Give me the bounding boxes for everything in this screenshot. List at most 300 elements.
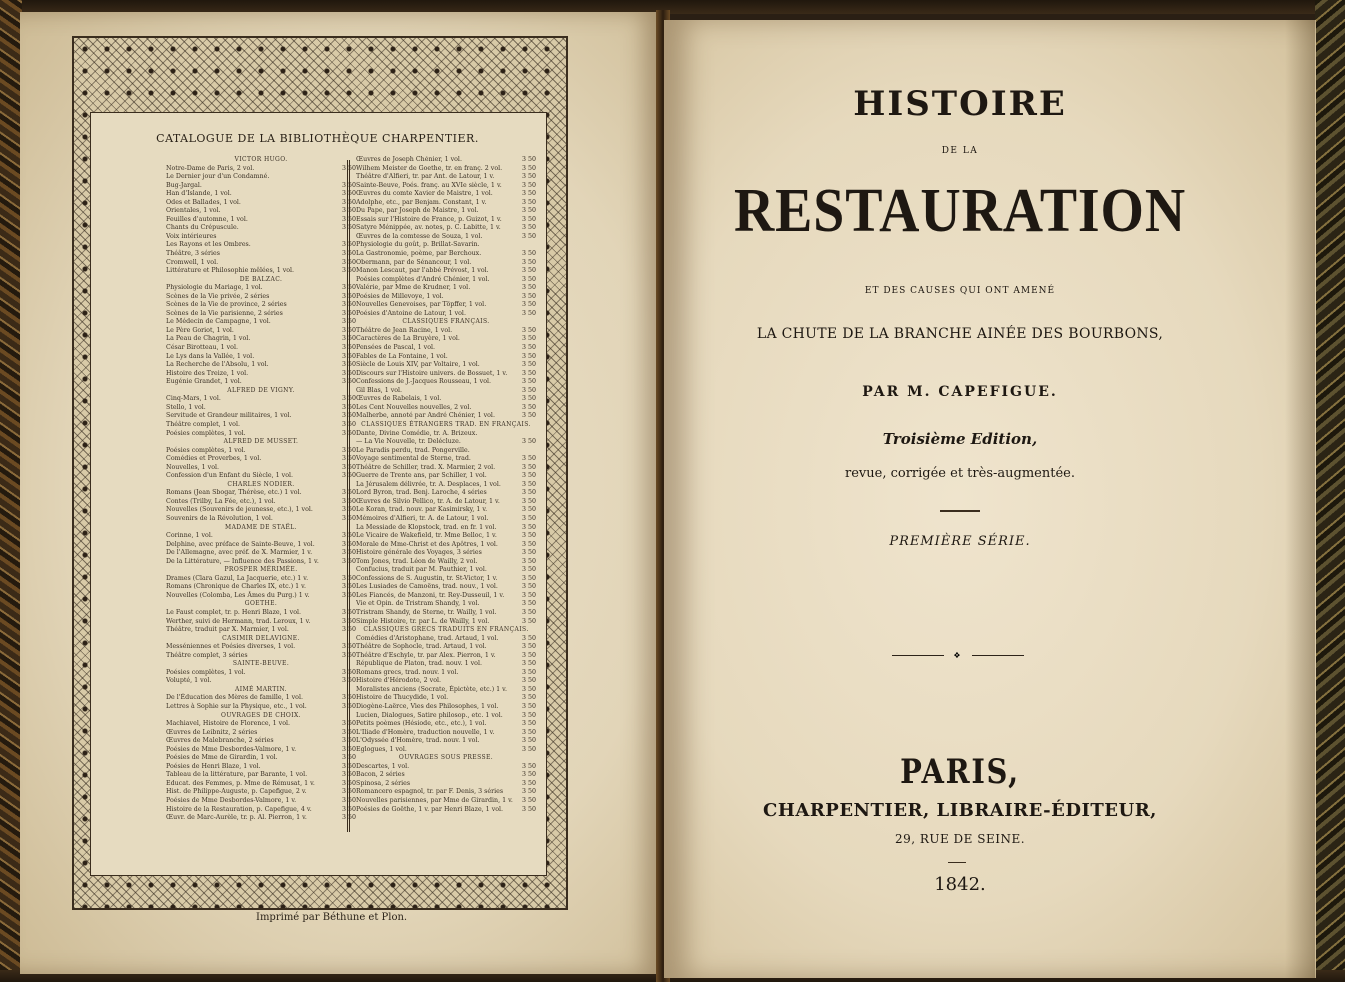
catalogue-entry <box>166 447 356 456</box>
entry-title: Le Lys dans la Vallée, 1 vol. <box>166 352 255 360</box>
catalogue-entry <box>356 165 536 174</box>
catalogue-entry <box>166 506 356 515</box>
catalogue-entry <box>356 489 536 498</box>
entry-price: 3 50 <box>341 378 356 386</box>
catalogue-section-heading: OUVRAGES SOUS PRESSE. <box>398 754 494 762</box>
catalogue-entry <box>356 156 536 165</box>
entry-title: Drames (Clara Gazul, La Jacquerie, etc.) 1 v. <box>166 574 309 582</box>
catalogue-entry <box>166 344 356 353</box>
entry-price: 3 50 <box>521 566 536 574</box>
entry-title: Poésies de Mme Desbordes-Valmore, 1 v. <box>166 797 297 805</box>
entry-title: L'Odyssée d'Homère, trad. nouv. 1 vol. <box>356 737 480 745</box>
entry-price: 3 50 <box>521 600 536 608</box>
catalogue-entry <box>166 771 356 780</box>
entry-price: 3 50 <box>521 386 536 394</box>
entry-title: Eglogues, 1 vol. <box>356 745 407 753</box>
entry-price: 3 50 <box>341 429 356 437</box>
entry-title: Mémoires d'Alfieri, tr. A. de Latour, 1 vol. <box>356 514 489 522</box>
catalogue-entry <box>356 353 536 362</box>
entry-title: Confessions de J.-Jacques Rousseau, 1 vol. <box>356 378 492 386</box>
catalogue-entry <box>166 737 356 746</box>
catalogue-entry <box>166 259 356 268</box>
entry-price: 3 50 <box>341 472 356 480</box>
entry-title: Gil Blas, 1 vol. <box>356 386 403 394</box>
entry-title: Poésies de Mme de Girardin, 1 vol. <box>166 754 278 762</box>
entry-title: Romans grecs, trad. nouv. 1 vol. <box>356 668 459 676</box>
catalogue-entry <box>356 498 536 507</box>
catalogue-entry <box>356 712 536 721</box>
entry-title: Poésies d'Antoine de Latour, 1 vol. <box>356 309 466 317</box>
entry-title: Théâtre, traduit par X. Marmier, 1 vol. <box>166 626 289 634</box>
entry-price: 3 50 <box>341 207 356 215</box>
entry-price: 3 50 <box>521 506 536 514</box>
entry-title: Volupté, 1 vol. <box>166 677 212 685</box>
entry-price: 3 50 <box>341 694 356 702</box>
entry-price: 3 50 <box>521 668 536 676</box>
catalogue-entry <box>356 618 536 627</box>
catalogue-entry <box>356 541 536 550</box>
entry-title: Théâtre complet, 3 séries <box>166 651 248 659</box>
catalogue-entry <box>166 216 356 225</box>
catalogue-entry <box>356 737 536 746</box>
catalogue-entry <box>356 378 536 387</box>
entry-title: Malherbe, annoté par André Chénier, 1 vol. <box>356 412 495 420</box>
catalogue-section-heading: VICTOR HUGO. <box>234 156 288 163</box>
entry-title: Du Pape, par Joseph de Maistre, 1 vol. <box>356 207 479 215</box>
entry-title: Œuvres de la comtesse de Souza, 1 vol. <box>356 232 483 240</box>
entry-price <box>532 447 536 456</box>
author-line: PAR M. CAPEFIGUE. <box>862 384 1058 400</box>
entry-price: 3 50 <box>341 762 356 770</box>
entry-price: 3 50 <box>341 668 356 676</box>
entry-price: 3 50 <box>521 617 536 625</box>
entry-price: 3 50 <box>341 532 356 540</box>
entry-price: 3 50 <box>341 190 356 198</box>
catalogue-section-heading: ALFRED DE MUSSET. <box>223 438 299 446</box>
catalogue-entry <box>356 284 536 293</box>
entry-price: 3 50 <box>521 369 536 377</box>
catalogue-entry <box>166 618 356 627</box>
entry-title: Valérie, par Mme de Krudner, 1 vol. <box>356 284 471 292</box>
ornament-line-right <box>972 655 1024 656</box>
catalogue-entry <box>166 327 356 336</box>
entry-price: 3 50 <box>521 779 536 787</box>
entry-title: Souvenirs de la Révolution, 1 vol. <box>166 514 273 522</box>
entry-title: Œuvres de Rabelais, 1 vol. <box>356 395 442 403</box>
entry-price: 3 50 <box>341 805 356 813</box>
entry-title: Physiologie du goût, p. Brillat-Savarin. <box>356 241 480 249</box>
entry-title: Les Cent Nouvelles nouvelles, 2 vol. <box>356 403 472 411</box>
entry-price: 3 50 <box>341 720 356 728</box>
entry-price: 3 50 <box>521 207 536 215</box>
entry-price: 3 50 <box>521 438 536 446</box>
catalogue-section-heading: CLASSIQUES GRECS TRADUITS EN FRANÇAIS. <box>363 626 529 634</box>
entry-price: 3 50 <box>521 651 536 659</box>
entry-price: 3 50 <box>521 591 536 599</box>
subtitle-causes: ET DES CAUSES QUI ONT AMENÉ <box>864 286 1056 296</box>
entry-price: 3 50 <box>521 361 536 369</box>
catalogue-section-heading: CLASSIQUES ÉTRANGERS TRAD. EN FRANÇAIS. <box>361 420 531 428</box>
entry-price: 3 50 <box>341 344 356 352</box>
catalogue-entry <box>166 301 356 310</box>
catalogue-entry <box>356 669 536 678</box>
ornament-divider <box>892 652 1024 660</box>
entry-title: Le Paradis perdu, trad. Pongerville. <box>356 446 470 454</box>
entry-price: 3 50 <box>341 335 356 343</box>
catalogue-section-heading: PROSPER MÉRIMÉE. <box>224 566 298 574</box>
entry-price: 3 50 <box>341 583 356 591</box>
entry-title: Descartes, 1 vol. <box>356 762 410 770</box>
catalogue-entry <box>166 404 356 413</box>
entry-title: Moralistes anciens (Socrate, Épictète, etc.) 1 v. <box>356 685 507 693</box>
entry-title: Romancero espagnol, tr. par F. Denis, 3 séries <box>356 788 504 796</box>
catalogue-entry <box>166 720 356 729</box>
entry-title: Histoire de Thucydide, 1 vol. <box>356 694 449 702</box>
title-restauration: RESTAURATION <box>733 177 1187 245</box>
catalogue-entry <box>356 694 536 703</box>
printer-imprint: Imprimé par Béthune et Plon. <box>256 912 408 923</box>
catalogue-title: CATALOGUE DE LA BIBLIOTHÈQUE CHARPENTIER. <box>156 132 479 145</box>
catalogue-entry <box>356 199 536 208</box>
entry-price: 3 50 <box>521 156 536 163</box>
catalogue-entry <box>356 233 536 242</box>
entry-price: 3 50 <box>341 241 356 249</box>
entry-title: Confession d'un Enfant du Siècle, 1 vol. <box>166 472 294 480</box>
entry-price: 3 50 <box>341 514 356 522</box>
entry-title: Feuilles d'automne, 1 vol. <box>166 215 248 223</box>
entry-price: 3 50 <box>341 549 356 557</box>
entry-price: 3 50 <box>341 446 356 454</box>
entry-price: 3 50 <box>341 301 356 309</box>
entry-price: 3 50 <box>341 361 356 369</box>
entry-title: Littérature et Philosophie mêlées, 1 vol. <box>166 267 295 275</box>
entry-price: 3 50 <box>521 232 536 240</box>
entry-price: 3 50 <box>521 412 536 420</box>
entry-price: 3 50 <box>521 771 536 779</box>
catalogue-entry <box>166 677 356 686</box>
catalogue-entry <box>356 276 536 285</box>
catalogue-entry <box>166 430 356 439</box>
entry-title: Romans (Chronique de Charles IX, etc.) 1 v. <box>166 583 306 591</box>
entry-price: 3 50 <box>521 677 536 685</box>
entry-price: 3 50 <box>521 224 536 232</box>
entry-price: 3 50 <box>521 344 536 352</box>
catalogue-entry <box>166 412 356 421</box>
entry-price: 3 50 <box>521 173 536 181</box>
catalogue-section-heading: CLASSIQUES FRANÇAIS. <box>402 318 490 326</box>
entry-title: Théâtre complet, 1 vol. <box>166 420 240 428</box>
entry-title: Histoire générale des Voyages, 3 séries <box>356 549 482 557</box>
catalogue-entry <box>356 746 536 755</box>
title-histoire: HISTOIRE <box>853 84 1067 124</box>
entry-title: Scènes de la Vie de province, 2 séries <box>166 301 287 309</box>
entry-title: Poésies de Mme Desbordes-Valmore, 1 v. <box>166 745 297 753</box>
entry-price: 3 50 <box>341 617 356 625</box>
entry-price: 3 50 <box>521 301 536 309</box>
entry-title: Poésies de Millevoye, 1 vol. <box>356 292 444 300</box>
entry-title: Comédies et Proverbes, 1 vol. <box>166 455 262 463</box>
catalogue-entry <box>166 746 356 755</box>
catalogue-entry <box>356 515 536 524</box>
entry-price: 3 50 <box>341 463 356 471</box>
series-line: PREMIÈRE SÉRIE. <box>889 534 1031 549</box>
entry-price: 3 50 <box>341 455 356 463</box>
catalogue-entry <box>166 293 356 302</box>
catalogue-entry <box>166 652 356 661</box>
entry-title: Bacon, 2 séries <box>356 771 405 779</box>
entry-price: 3 50 <box>341 574 356 582</box>
year-rule <box>948 862 966 863</box>
catalogue-entry <box>356 241 536 250</box>
catalogue-entry <box>166 694 356 703</box>
column-divider <box>347 160 350 832</box>
entry-price: 3 50 <box>341 771 356 779</box>
entry-title: Dante, Divine Comédie, tr. A. Brizeux. <box>356 429 478 437</box>
catalogue-entry <box>356 763 536 772</box>
subtitle-chute: LA CHUTE DE LA BRANCHE AINÉE DES BOURBONS, <box>756 326 1164 342</box>
entry-title: Servitude et Grandeur militaires, 1 vol. <box>166 412 292 420</box>
entry-price: 3 50 <box>341 728 356 736</box>
entry-title: Œuvr. de Marc-Aurèle, tr. p. Al. Pierron, 1 v. <box>166 814 307 822</box>
catalogue-entry <box>166 464 356 473</box>
catalogue-entry <box>356 660 536 669</box>
entry-price: 3 50 <box>521 608 536 616</box>
catalogue-entry <box>356 609 536 618</box>
entry-title: Nouvelles parisiennes, par Mme de Girardin, 1 v. <box>356 797 513 805</box>
entry-price: 3 50 <box>341 420 356 428</box>
entry-title: Hist. de Philippe-Auguste, p. Capefigue, 2 v. <box>166 788 307 796</box>
entry-price: 3 50 <box>521 472 536 480</box>
entry-price <box>532 241 536 250</box>
catalogue-entry <box>356 780 536 789</box>
entry-title: Lettres à Sophie sur la Physique, etc., 1 vol. <box>166 703 307 710</box>
entry-price: 3 50 <box>521 395 536 403</box>
entry-title: Théâtre, 3 séries <box>166 250 220 258</box>
catalogue-section-heading: AIMÉ MARTIN. <box>235 685 287 693</box>
entry-price: 3 50 <box>341 779 356 787</box>
catalogue-section-heading: SAINTE-BEUVE. <box>232 660 290 668</box>
catalogue-entry <box>356 677 536 686</box>
catalogue-entry <box>166 797 356 806</box>
ornament-line-left <box>892 655 944 656</box>
entry-title: Le Médecin de Campagne, 1 vol. <box>166 318 271 326</box>
entry-title: Essais sur l'Histoire de France, p. Guizot, 1 v. <box>356 215 502 223</box>
entry-title: Poésies complètes d'André Chénier, 1 vol. <box>356 275 490 283</box>
entry-title: Œuvres de Leibnitz, 2 séries <box>166 728 258 736</box>
entry-title: Confessions de S. Augustin, tr. St-Victor, 1 v. <box>356 574 498 582</box>
entry-title: Messéniennes et Poésies diverses, 1 vol. <box>166 643 296 651</box>
entry-price: 3 50 <box>521 378 536 386</box>
entry-price: 3 50 <box>341 540 356 548</box>
catalogue-entry <box>356 182 536 191</box>
entry-title: Diogène-Laërce, Vies des Philosophes, 1 vol. <box>356 703 499 710</box>
entry-title: Nouvelles (Souvenirs de jeunesse, etc.), 1 vol. <box>166 506 313 514</box>
entry-title: Théâtre d'Eschyle, tr. par Alex. Pierron, 1 v. <box>356 651 496 659</box>
entry-title: Siècle de Louis XIV, par Voltaire, 1 vol. <box>356 361 480 369</box>
imprint-year: 1842. <box>934 874 986 895</box>
catalogue-entry <box>166 806 356 815</box>
entry-title: Simple Histoire, tr. par L. de Wailly, 1 vol. <box>356 617 490 625</box>
edition-note: revue, corrigée et très-augmentée. <box>845 466 1075 481</box>
entry-price: 3 50 <box>521 309 536 317</box>
catalogue-entry <box>356 190 536 199</box>
catalogue-entry <box>356 455 536 464</box>
catalogue-entry <box>166 643 356 652</box>
catalogue-entry <box>166 729 356 738</box>
entry-title: Educat. des Femmes, p. Mme de Rémusat, 1 v. <box>166 779 315 787</box>
entry-title: La Peau de Chagrin, 1 vol. <box>166 335 251 343</box>
catalogue-entry <box>166 190 356 199</box>
entry-title: Delphine, avec préface de Sainte-Beuve, 1 vol. <box>166 540 315 548</box>
catalogue-entry <box>356 447 536 456</box>
entry-price: 3 50 <box>341 643 356 651</box>
catalogue-entry <box>356 464 536 473</box>
entry-price <box>532 430 536 439</box>
entry-price: 3 50 <box>521 720 536 728</box>
entry-title: Wilhem Meister de Goethe, tr. en franç. 2 vol. <box>356 164 503 172</box>
catalogue-entry <box>166 489 356 498</box>
entry-title: Œuvres de Joseph Chénier, 1 vol. <box>356 156 462 163</box>
entry-price: 3 50 <box>521 660 536 668</box>
catalogue-entry <box>166 361 356 370</box>
entry-price: 3 50 <box>521 532 536 540</box>
entry-title: L'Iliade d'Homère, traduction nouvelle, 1 v. <box>356 728 495 736</box>
entry-price: 3 50 <box>341 215 356 223</box>
entry-price: 3 50 <box>521 745 536 753</box>
entry-price: 3 50 <box>341 737 356 745</box>
entry-title: Comédies d'Aristophane, trad. Artaud, 1 vol. <box>356 634 499 642</box>
catalogue-entry <box>166 310 356 319</box>
entry-title: Corinne, 1 vol. <box>166 532 213 540</box>
entry-title: Le Koran, trad. nouv. par Kasimirsky, 1 v. <box>356 506 488 514</box>
catalogue-entry <box>356 703 536 712</box>
entry-price: 3 50 <box>521 275 536 283</box>
catalogue-entry <box>356 259 536 268</box>
entry-title: Lord Byron, trad. Benj. Laroche, 4 séries <box>356 489 487 497</box>
entry-price: 3 50 <box>521 326 536 334</box>
entry-price: 3 50 <box>341 250 356 258</box>
entry-title: Théâtre de Schiller, trad. X. Marmier, 2 vol. <box>356 463 496 471</box>
catalogue-entry <box>166 754 356 763</box>
entry-title: La Recherche de l'Absolu, 1 vol. <box>166 361 269 369</box>
entry-price: 3 50 <box>521 489 536 497</box>
entry-title: Cinq-Mars, 1 vol. <box>166 395 221 403</box>
entry-title: Werther, suivi de Hermann, trad. Leroux, 1 v. <box>166 617 311 625</box>
entry-title: Confucius, traduit par M. Pauthier, 1 vol. <box>356 566 487 574</box>
catalogue-column-right <box>356 156 536 814</box>
entry-price: 3 50 <box>341 754 356 762</box>
catalogue-entry <box>166 498 356 507</box>
entry-title: Petits poèmes (Hésiode, etc., etc.), 1 vol. <box>356 720 487 728</box>
entry-title: Scènes de la Vie parisienne, 2 séries <box>166 309 283 317</box>
entry-price: 3 50 <box>521 523 536 531</box>
catalogue-entry <box>166 395 356 404</box>
catalogue-entry <box>166 335 356 344</box>
entry-title: Cromwell, 1 vol. <box>166 258 219 266</box>
catalogue-entry <box>166 558 356 567</box>
entry-price: 3 50 <box>521 737 536 745</box>
entry-title: — La Vie Nouvelle, tr. Delécluze. <box>356 438 461 446</box>
entry-price: 3 50 <box>521 574 536 582</box>
page-edge-shade <box>1285 20 1315 978</box>
entry-title: Obermann, par de Sénancour, 1 vol. <box>356 258 472 266</box>
catalogue-entry <box>166 532 356 541</box>
entry-title: La Jérusalem délivrée, tr. A. Desplaces, 1 vol. <box>356 480 501 488</box>
catalogue-entry <box>166 472 356 481</box>
entry-price: 3 50 <box>341 395 356 403</box>
entry-title: Poésies de Henri Blaze, 1 vol. <box>166 762 261 770</box>
entry-price: 3 50 <box>521 549 536 557</box>
entry-price: 3 50 <box>521 164 536 172</box>
catalogue-entry <box>166 626 356 635</box>
catalogue-entry <box>166 703 356 712</box>
entry-title: Histoire d'Hérodote, 2 vol. <box>356 677 442 685</box>
entry-title: Histoire de la Restauration, p. Capefigue, 4 v. <box>166 805 312 813</box>
catalogue-entry <box>356 652 536 661</box>
entry-price: 3 50 <box>521 258 536 266</box>
entry-title: Voyage sentimental de Sterne, trad. <box>356 455 471 463</box>
entry-title: Théâtre d'Alfieri, tr. par Ant. de Latour, 1 v. <box>356 173 495 181</box>
entry-title: Tom Jones, trad. Léon de Wailly, 2 vol. <box>356 557 478 565</box>
imprint-publisher: CHARPENTIER, LIBRAIRE-ÉDITEUR, <box>763 800 1157 821</box>
catalogue-entry <box>166 353 356 362</box>
title-de-la: DE LA <box>941 146 979 156</box>
entry-price: 3 50 <box>341 198 356 206</box>
entry-price: 3 50 <box>521 583 536 591</box>
catalogue-entry <box>166 421 356 430</box>
entry-title: Œuvres de Malebranche, 2 séries <box>166 737 274 745</box>
entry-title: Nouvelles Genevoises, par Töpffer, 1 vol. <box>356 301 487 309</box>
catalogue-entry <box>356 335 536 344</box>
entry-price: 3 50 <box>521 335 536 343</box>
catalogue-section-heading: MADAME DE STAËL. <box>225 523 297 531</box>
catalogue-entry <box>356 404 536 413</box>
entry-title: Caractères de La Bruyère, 1 vol. <box>356 335 460 343</box>
catalogue-entry <box>356 788 536 797</box>
entry-price: 3 50 <box>341 703 356 710</box>
catalogue-entry <box>356 430 536 439</box>
entry-title: Spinosa, 2 séries <box>356 779 411 787</box>
entry-price: 3 50 <box>341 224 356 232</box>
entry-title: Tristram Shandy, de Sterne, tr. Wailly, 1 vol. <box>356 608 497 616</box>
entry-price: 3 50 <box>521 643 536 651</box>
marbled-board-left <box>0 0 22 982</box>
catalogue-section-heading: CASIMIR DELAVIGNE. <box>222 634 300 642</box>
entry-title: Le Dernier jour d'un Condamné. <box>166 173 270 181</box>
catalogue-entry <box>356 643 536 652</box>
catalogue-entry <box>356 583 536 592</box>
entry-price: 3 50 <box>341 814 356 822</box>
entry-price: 3 50 <box>521 403 536 411</box>
entry-price: 3 50 <box>341 267 356 275</box>
entry-price: 3 50 <box>341 181 356 189</box>
entry-price: 3 50 <box>521 634 536 642</box>
entry-title: La Messiade de Klopstock, trad. en fr. 1 vol. <box>356 523 497 531</box>
catalogue-entry <box>166 267 356 276</box>
catalogue-entry <box>166 763 356 772</box>
entry-title: Les Rayons et les Ombres. <box>166 241 251 249</box>
entry-price: 3 50 <box>341 591 356 599</box>
catalogue-entry <box>356 566 536 575</box>
catalogue-entry <box>166 378 356 387</box>
catalogue-entry <box>166 207 356 216</box>
catalogue-section-heading: GOETHE. <box>244 600 278 608</box>
entry-title: Scènes de la Vie privée, 2 séries <box>166 292 270 300</box>
catalogue-entry <box>166 583 356 592</box>
entry-title: Le Faust complet, tr. p. Henri Blaze, 1 vol. <box>166 608 302 616</box>
catalogue-entry <box>166 515 356 524</box>
catalogue-entry <box>356 771 536 780</box>
